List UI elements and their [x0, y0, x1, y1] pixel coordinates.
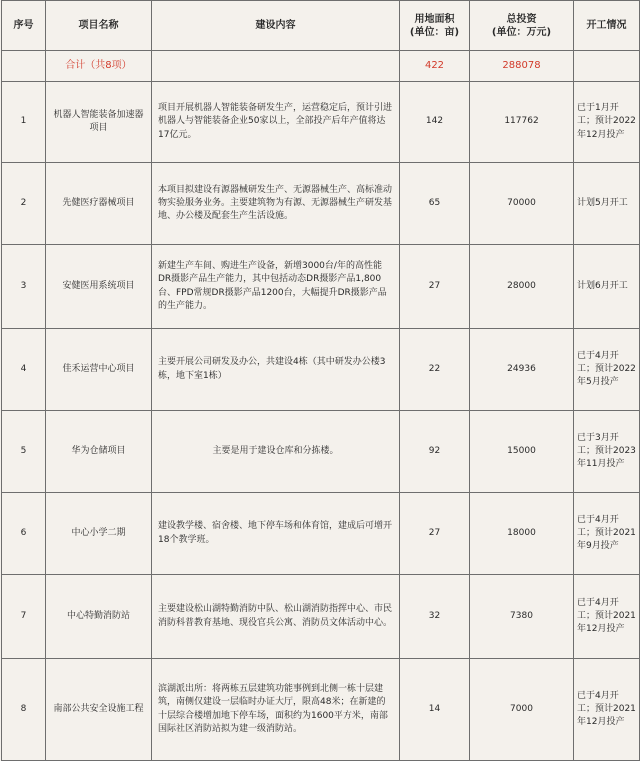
table-row	[2, 163, 640, 245]
row-status: 计划5月开工	[574, 163, 640, 245]
row-name: 机器人智能装备加速器项目	[46, 82, 152, 163]
row-name: 先健医疗器械项目	[46, 163, 152, 245]
table-row	[2, 82, 640, 163]
row-land: 65	[400, 163, 470, 245]
row-no: 3	[2, 245, 46, 329]
row-content: 主要开展公司研发及办公，共建设4栋（其中研发办公楼3栋，地下室1栋）	[152, 329, 400, 411]
row-name: 华为仓储项目	[46, 411, 152, 493]
header-land-unit: (单位：亩)	[409, 26, 460, 38]
row-name: 南部公共安全设施工程	[46, 659, 152, 761]
total-row	[2, 51, 640, 82]
row-land: 27	[400, 493, 470, 575]
row-no: 5	[2, 411, 46, 493]
row-invest: 7000	[470, 659, 574, 761]
row-content: 项目开展机器人智能装备研发生产，运营稳定后，预计引进机器人与智能装备企业50家以上，全部投产后年产值将达17亿元。	[152, 82, 400, 163]
total-invest: 288078	[470, 51, 574, 82]
total-label: 合计（共8项）	[46, 51, 152, 82]
header-content: 建设内容	[152, 1, 400, 51]
header-no: 序号	[2, 1, 46, 51]
header-land-title: 用地面积	[414, 13, 455, 25]
row-status: 已于4月开工；预计2021年9月投产	[574, 493, 640, 575]
row-invest: 117762	[470, 82, 574, 163]
row-name: 佳禾运营中心项目	[46, 329, 152, 411]
table-row	[2, 575, 640, 659]
row-status: 已于3月开工；预计2023年11月投产	[574, 411, 640, 493]
project-table	[1, 0, 640, 761]
table-row	[2, 411, 640, 493]
row-content: 滨湖派出所：将两栋五层建筑功能事例到北侧一栋十层建筑，南侧仅建设一层临时办证大厅，限高48米；在新建的十层综合楼增加地下停车场，面积约为1600平方米，南部国际社区消防站拟为建一级消防站。	[152, 659, 400, 761]
row-land: 14	[400, 659, 470, 761]
row-no: 1	[2, 82, 46, 163]
row-invest: 70000	[470, 163, 574, 245]
table-row	[2, 493, 640, 575]
row-content: 主要是用于建设仓库和分拣楼。	[152, 411, 400, 493]
row-content: 新建生产车间、购进生产设备，新增3000台/年的高性能DR摄影产品生产能力，其中包括动态DR摄影产品1,800台、FPD常规DR摄影产品1200台，大幅提升DR摄影产品的生产能力。	[152, 245, 400, 329]
header-status: 开工情况	[574, 1, 640, 51]
table-row	[2, 659, 640, 761]
table-row	[2, 245, 640, 329]
row-status: 已于4月开工；预计2022年5月投产	[574, 329, 640, 411]
row-status: 已于1月开工；预计2022年12月投产	[574, 82, 640, 163]
row-no: 8	[2, 659, 46, 761]
row-no: 2	[2, 163, 46, 245]
header-invest-unit: (单位：万元)	[491, 26, 552, 38]
row-land: 22	[400, 329, 470, 411]
row-name: 中心特勤消防站	[46, 575, 152, 659]
row-invest: 15000	[470, 411, 574, 493]
total-content	[152, 51, 400, 82]
row-status: 计划6月开工	[574, 245, 640, 329]
row-no: 4	[2, 329, 46, 411]
table-row	[2, 329, 640, 411]
row-status: 已于4月开工；预计2021年12月投产	[574, 659, 640, 761]
row-invest: 18000	[470, 493, 574, 575]
header-invest-title: 总投资	[506, 13, 537, 25]
row-invest: 7380	[470, 575, 574, 659]
table-header-row	[2, 1, 640, 51]
header-land	[400, 1, 470, 51]
row-no: 7	[2, 575, 46, 659]
row-no: 6	[2, 493, 46, 575]
header-name: 项目名称	[46, 1, 152, 51]
row-content: 主要建设松山湖特勤消防中队、松山湖消防指挥中心、市民消防科普教育基地、现役官兵公寓、消防员文体活动中心。	[152, 575, 400, 659]
row-status: 已于4月开工；预计2021年12月投产	[574, 575, 640, 659]
row-name: 中心小学二期	[46, 493, 152, 575]
row-name: 安健医用系统项目	[46, 245, 152, 329]
row-land: 27	[400, 245, 470, 329]
total-status	[574, 51, 640, 82]
row-content: 本项目拟建设有源器械研发生产、无源器械生产、高标准动物实验服务业务。主要建筑物为有源、无源器械生产研发基地、办公楼及配套生产生活设施。	[152, 163, 400, 245]
row-invest: 24936	[470, 329, 574, 411]
total-land: 422	[400, 51, 470, 82]
row-land: 92	[400, 411, 470, 493]
row-land: 32	[400, 575, 470, 659]
row-invest: 28000	[470, 245, 574, 329]
total-no	[2, 51, 46, 82]
row-content: 建设教学楼、宿舍楼、地下停车场和体育馆，建成后可增开18个教学班。	[152, 493, 400, 575]
header-invest	[470, 1, 574, 51]
row-land: 142	[400, 82, 470, 163]
